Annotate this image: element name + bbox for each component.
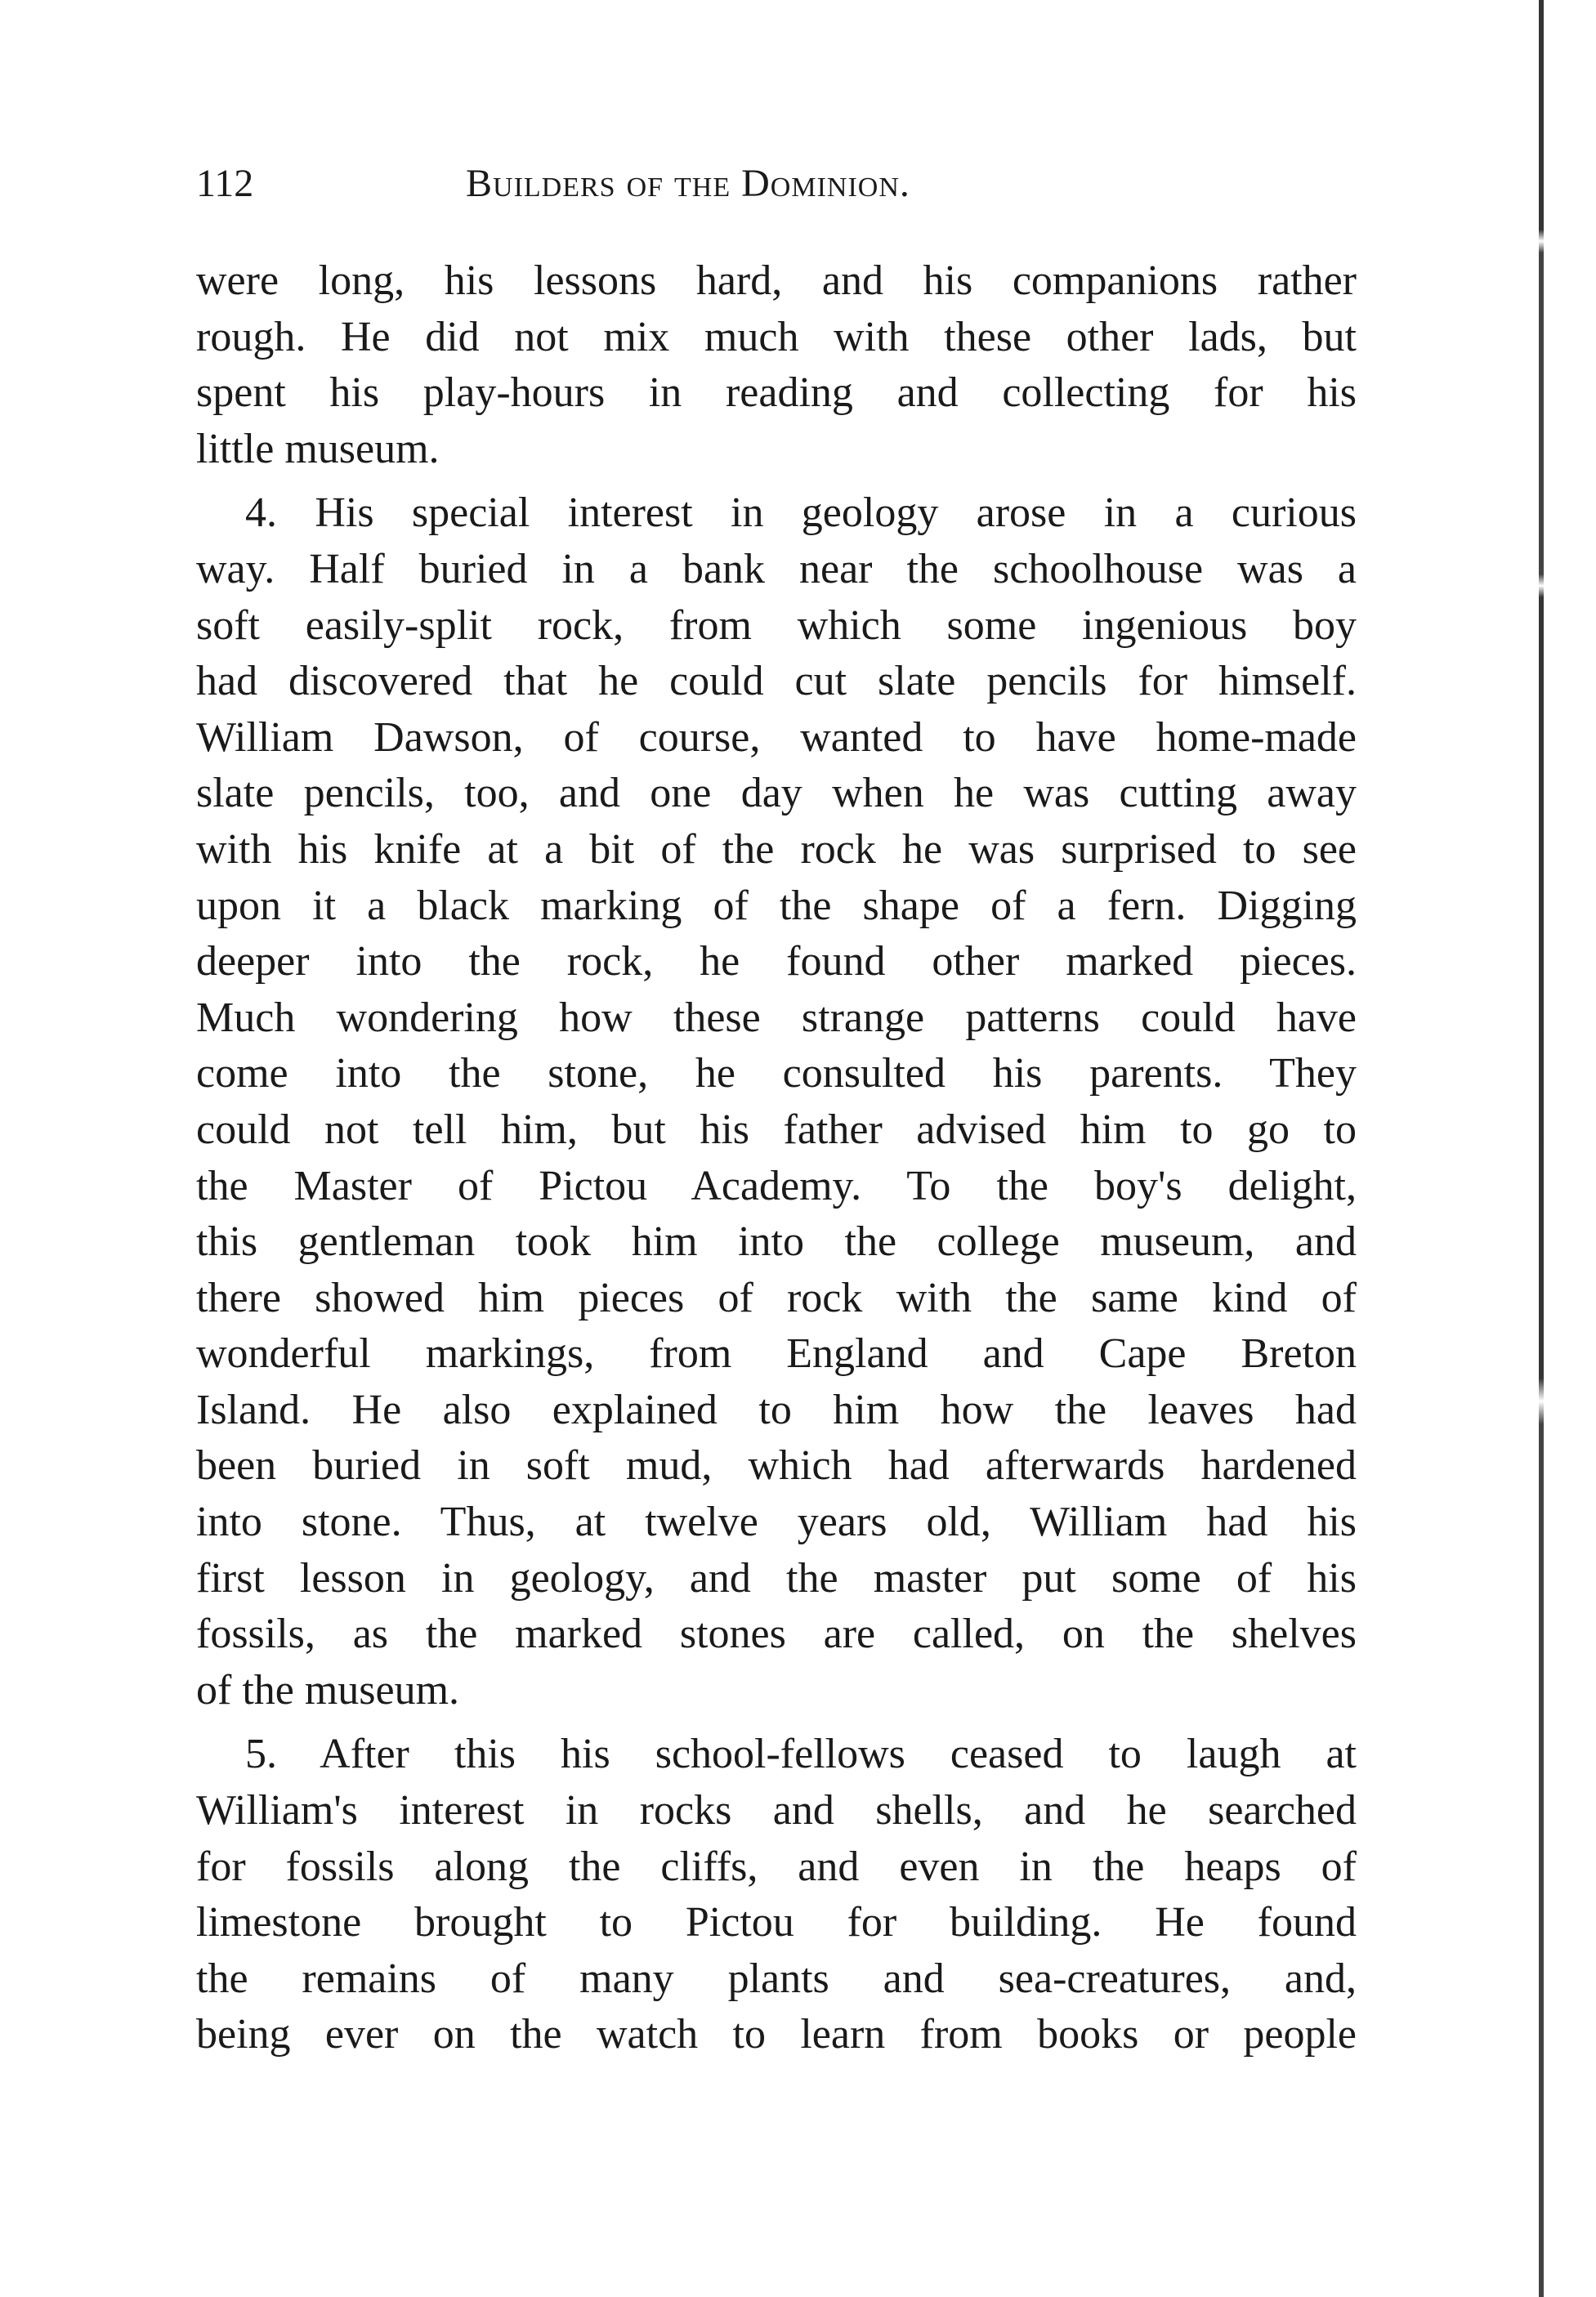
running-title: Builders of the Dominion. (466, 162, 910, 205)
text-line: rough. He did not mix much with these other lads, but (196, 313, 1357, 360)
text-line: 5. After this his school-fellows ceased to laugh at (245, 1731, 1357, 1778)
text-line: way. Half buried in a bank near the schoolhouse was a (196, 545, 1357, 592)
text-line: spent his play-hours in reading and collecting for his (196, 369, 1357, 417)
paragraph-4 (196, 485, 1357, 1718)
text-line: been buried in soft mud, which had afterwards hardened (196, 1442, 1357, 1490)
text-line: wonderful markings, from England and Cape Breton (196, 1330, 1357, 1378)
text-line: there showed him pieces of rock with the same kind of (196, 1274, 1357, 1321)
text-line: come into the stone, he consulted his parents. They (196, 1050, 1357, 1097)
text-line: first lesson in geology, and the master put some of his (196, 1554, 1357, 1602)
paragraph-1 (196, 253, 1357, 477)
body-text (196, 253, 1357, 2063)
text-line: could not tell him, but his father advised him to go to (196, 1106, 1357, 1153)
paragraph-5 (196, 1727, 1357, 2063)
text-line: the remains of many plants and sea-creatures, and, (196, 1955, 1357, 2002)
text-line: William Dawson, of course, wanted to have home-made (196, 713, 1357, 761)
paragraph-gap (196, 1718, 1357, 1727)
text-line: for fossils along the cliffs, and even in the heaps of (196, 1843, 1357, 1890)
text-line: of the museum. (196, 1666, 460, 1714)
text-line: into stone. Thus, at twelve years old, William had his (196, 1499, 1357, 1546)
page-header (196, 155, 1357, 212)
text-line: slate pencils, too, and one day when he was cutting away (196, 770, 1357, 817)
text-line: had discovered that he could cut slate pencils for himself. (196, 658, 1357, 705)
text-line: upon it a black marking of the shape of a fern. Digging (196, 882, 1357, 929)
text-line: 4. His special interest in geology arose in a curious (245, 489, 1357, 537)
text-line: deeper into the rock, he found other marked pieces. (196, 938, 1357, 985)
text-line: being ever on the watch to learn from books or people (196, 2011, 1357, 2058)
paragraph-gap (196, 477, 1357, 485)
text-line: little museum. (196, 425, 440, 472)
text-line: were long, his lessons hard, and his companions rather (196, 257, 1357, 304)
page-number: 112 (196, 162, 254, 205)
text-line: limestone brought to Pictou for building. He found (196, 1899, 1357, 1946)
text-line: fossils, as the marked stones are called, on the shelves (196, 1611, 1357, 1658)
scan-edge-line (1539, 0, 1544, 2297)
text-line: this gentleman took him into the college museum, and (196, 1218, 1357, 1266)
text-line: William's interest in rocks and shells, and he searched (196, 1787, 1357, 1834)
text-line: with his knife at a bit of the rock he was surprised to see (196, 825, 1357, 873)
text-line: Much wondering how these strange patterns could have (196, 994, 1357, 1041)
text-line: soft easily-split rock, from which some ingenious boy (196, 601, 1357, 649)
text-line: Island. He also explained to him how the leaves had (196, 1386, 1357, 1433)
text-line: the Master of Pictou Academy. To the boy's delight, (196, 1162, 1357, 1209)
